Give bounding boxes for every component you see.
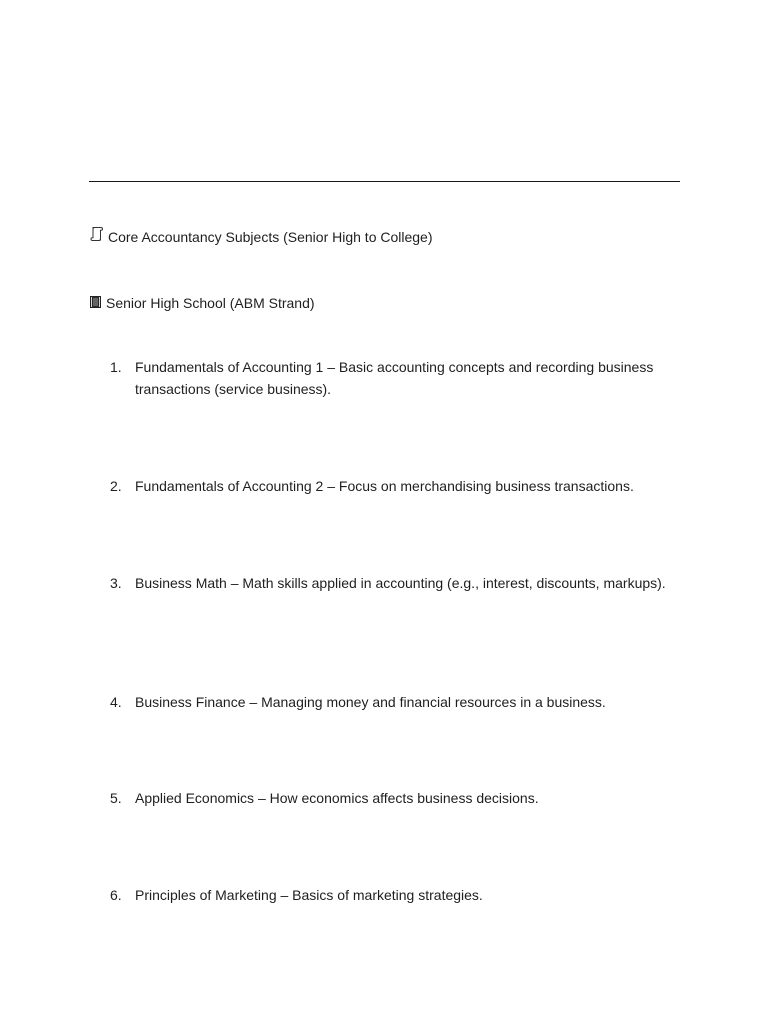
book-icon — [90, 293, 101, 313]
list-item-number: 3. — [110, 575, 122, 591]
list-item-number: 5. — [110, 790, 122, 806]
list-item-text: Business Math – Math skills applied in accounting (e.g., interest, discounts, markups). — [135, 575, 666, 591]
list-item-text: Principles of Marketing – Basics of marketing strategies. — [135, 887, 483, 903]
list-item-text: Applied Economics – How economics affects business decisions. — [135, 790, 539, 806]
list-item-text: Business Finance – Managing money and financial resources in a business. — [135, 694, 606, 710]
list-item — [110, 475, 680, 497]
list-item — [110, 356, 680, 400]
list-item — [110, 691, 680, 713]
section-heading-text: Core Accountancy Subjects (Senior High to College) — [108, 228, 433, 245]
subsection-heading — [90, 293, 315, 313]
scroll-icon — [90, 226, 103, 247]
list-item-text: Fundamentals of Accounting 1 – Basic accounting concepts and recording business transactions (service business). — [135, 359, 654, 397]
list-item-number: 4. — [110, 694, 122, 710]
subsection-heading-text: Senior High School (ABM Strand) — [106, 295, 315, 311]
horizontal-rule — [89, 181, 680, 182]
list-item — [110, 572, 680, 594]
list-item-number: 6. — [110, 887, 122, 903]
list-item-text: Fundamentals of Accounting 2 – Focus on merchandising business transactions. — [135, 478, 634, 494]
list-item — [110, 884, 680, 906]
list-item-number: 1. — [110, 359, 122, 375]
section-heading — [90, 226, 433, 247]
list-item-number: 2. — [110, 478, 122, 494]
list-item — [110, 787, 680, 809]
